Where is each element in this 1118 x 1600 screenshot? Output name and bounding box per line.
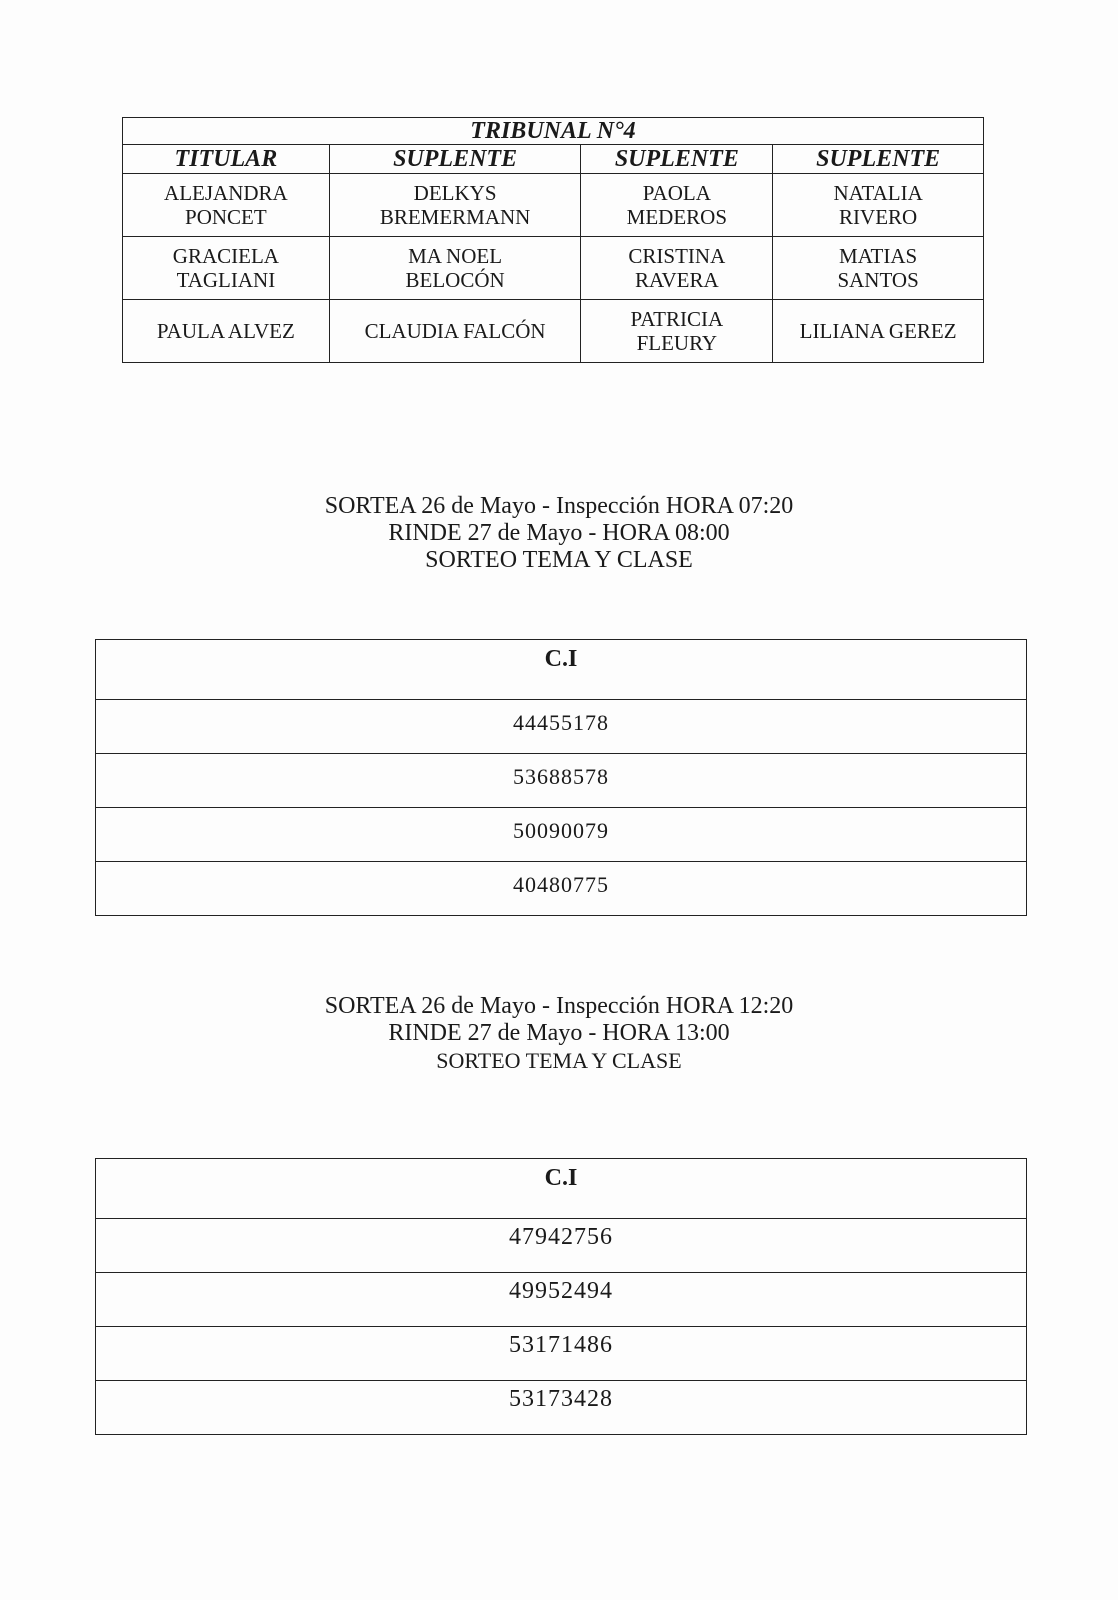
- table-row: [96, 1273, 1027, 1327]
- ci-value: 40480775: [96, 862, 1027, 916]
- session-schedule: [0, 993, 1118, 1074]
- session-schedule: [0, 493, 1118, 574]
- sorteo-line: SORTEO TEMA Y CLASE: [436, 1048, 682, 1073]
- member-cell: CRISTINA RAVERA: [581, 237, 773, 300]
- ci-value: 53688578: [96, 754, 1027, 808]
- member-cell: PAOLA MEDEROS: [581, 174, 773, 237]
- ci-value: 50090079: [96, 808, 1027, 862]
- tribunal-row: [123, 300, 984, 363]
- member-cell: MATIAS SANTOS: [773, 237, 984, 300]
- table-row: [96, 700, 1027, 754]
- table-row: [96, 1381, 1027, 1435]
- tribunal-row: [123, 174, 984, 237]
- tribunal-title: TRIBUNAL N°4: [123, 118, 984, 145]
- member-cell: GRACIELA TAGLIANI: [123, 237, 330, 300]
- ci-table: [95, 1158, 1027, 1435]
- role-header-suplente: SUPLENTE: [329, 145, 581, 174]
- member-cell: NATALIA RIVERO: [773, 174, 984, 237]
- member-cell: ALEJANDRA PONCET: [123, 174, 330, 237]
- ci-header: C.I: [96, 1159, 1027, 1219]
- ci-value: 44455178: [96, 700, 1027, 754]
- ci-value: 49952494: [96, 1273, 1027, 1327]
- role-header-suplente: SUPLENTE: [773, 145, 984, 174]
- member-cell: LILIANA GEREZ: [773, 300, 984, 363]
- table-row: [96, 862, 1027, 916]
- ci-header: C.I: [96, 640, 1027, 700]
- table-row: [96, 808, 1027, 862]
- role-header-titular: TITULAR: [123, 145, 330, 174]
- member-cell: PAULA ALVEZ: [123, 300, 330, 363]
- ci-value: 53171486: [96, 1327, 1027, 1381]
- rinde-line: RINDE 27 de Mayo - HORA 13:00: [388, 1020, 730, 1046]
- member-cell: CLAUDIA FALCÓN: [329, 300, 581, 363]
- tribunal-table: [122, 117, 984, 363]
- ci-value: 47942756: [96, 1219, 1027, 1273]
- tribunal-row: [123, 237, 984, 300]
- sorteo-line: SORTEO TEMA Y CLASE: [425, 547, 693, 573]
- ci-table: [95, 639, 1027, 916]
- member-cell: PATRICIA FLEURY: [581, 300, 773, 363]
- sortea-line: SORTEA 26 de Mayo - Inspección HORA 07:20: [324, 493, 794, 519]
- member-cell: MA NOEL BELOCÓN: [329, 237, 581, 300]
- ci-value: 53173428: [96, 1381, 1027, 1435]
- sortea-line: SORTEA 26 de Mayo - Inspección HORA 12:20: [324, 993, 794, 1019]
- member-cell: DELKYS BREMERMANN: [329, 174, 581, 237]
- role-header-suplente: SUPLENTE: [581, 145, 773, 174]
- table-row: [96, 1219, 1027, 1273]
- table-row: [96, 754, 1027, 808]
- table-row: [96, 1327, 1027, 1381]
- rinde-line: RINDE 27 de Mayo - HORA 08:00: [388, 520, 730, 546]
